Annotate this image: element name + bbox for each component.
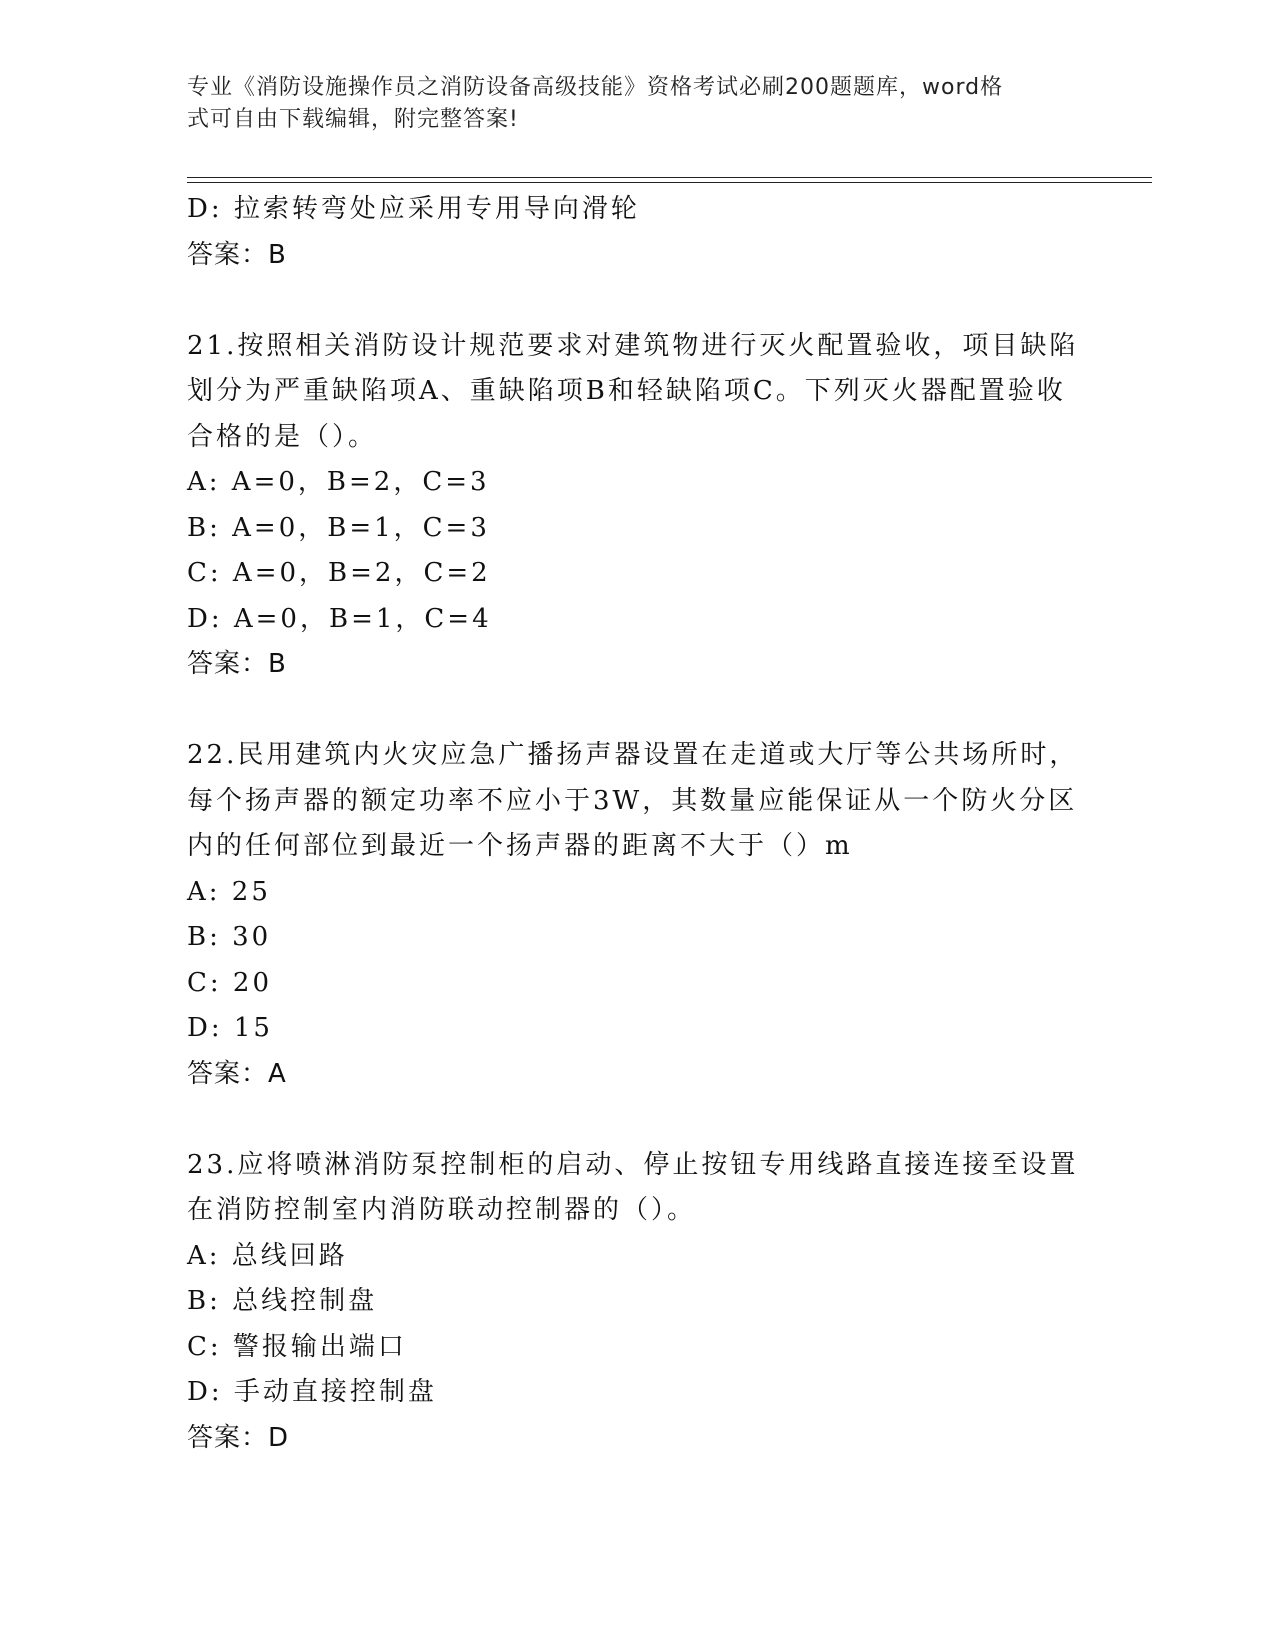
q21-option-d: D: A=0，B=1，C=4 [187,603,492,634]
question-content [187,187,1087,1461]
q23-option-a: A: 总线回路 [187,1240,348,1271]
q22-answer: 答案：A [187,1058,287,1089]
q21-stem-line-2: 划分为严重缺陷项A、重缺陷项B和轻缺陷项C。下列灭火器配置验收 [187,376,1066,406]
q22-stem-line-3: 内的任何部位到最近一个扬声器的距离不大于（）m [187,831,853,861]
prev-answer: 答案：B [187,239,287,270]
q22-stem-line-2: 每个扬声器的额定功率不应小于3W，其数量应能保证从一个防火分区 [187,785,1078,816]
q21-option-b: B: A=0，B=1，C=3 [187,512,490,543]
header-rule-bottom [187,182,1152,183]
spacer [187,1097,1087,1143]
q22-option-d: D: 15 [187,1013,273,1043]
q21-option-c: C: A=0，B=2，C=2 [187,558,491,588]
q23-stem-line-1: 23.应将喷淋消防泵控制柜的启动、停止按钮专用线路直接连接至设置 [187,1149,1079,1180]
page-header [187,72,1067,136]
q23-option-c: C: 警报输出端口 [187,1331,407,1362]
spacer [187,278,1087,324]
q21-option-a: A: A=0，B=2，C=3 [187,467,490,497]
q21-stem-line-1: 21.按照相关消防设计规范要求对建筑物进行灭火配置验收，项目缺陷 [187,330,1079,361]
spacer [187,688,1087,734]
q22-stem-line-1: 22.民用建筑内火灾应急广播扬声器设置在走道或大厅等公共场所时， [187,740,1079,770]
question-23 [187,1143,1087,1462]
q23-answer: 答案：D [187,1422,290,1453]
q23-stem-line-2: 在消防控制室内消防联动控制器的（）。 [187,1195,697,1225]
q21-answer: 答案：B [187,649,287,679]
q22-option-b: B: 30 [187,922,272,952]
q21-stem-line-3: 合格的是（）。 [187,421,378,452]
q22-option-a: A: 25 [187,876,271,907]
header-rule-top [187,177,1152,178]
question-21 [187,324,1087,688]
header-line-1: 专业《消防设施操作员之消防设备高级技能》资格考试必刷200题题库，word格 [187,75,1004,100]
question-22 [187,733,1087,1097]
prev-option-d: D: 拉索转弯处应采用专用导向滑轮 [187,194,640,224]
header-line-2: 式可自由下载编辑，附完整答案! [187,107,519,132]
q22-option-c: C: 20 [187,967,273,998]
q23-option-d: D: 手动直接控制盘 [187,1377,437,1407]
q23-option-b: B: 总线控制盘 [187,1286,378,1316]
